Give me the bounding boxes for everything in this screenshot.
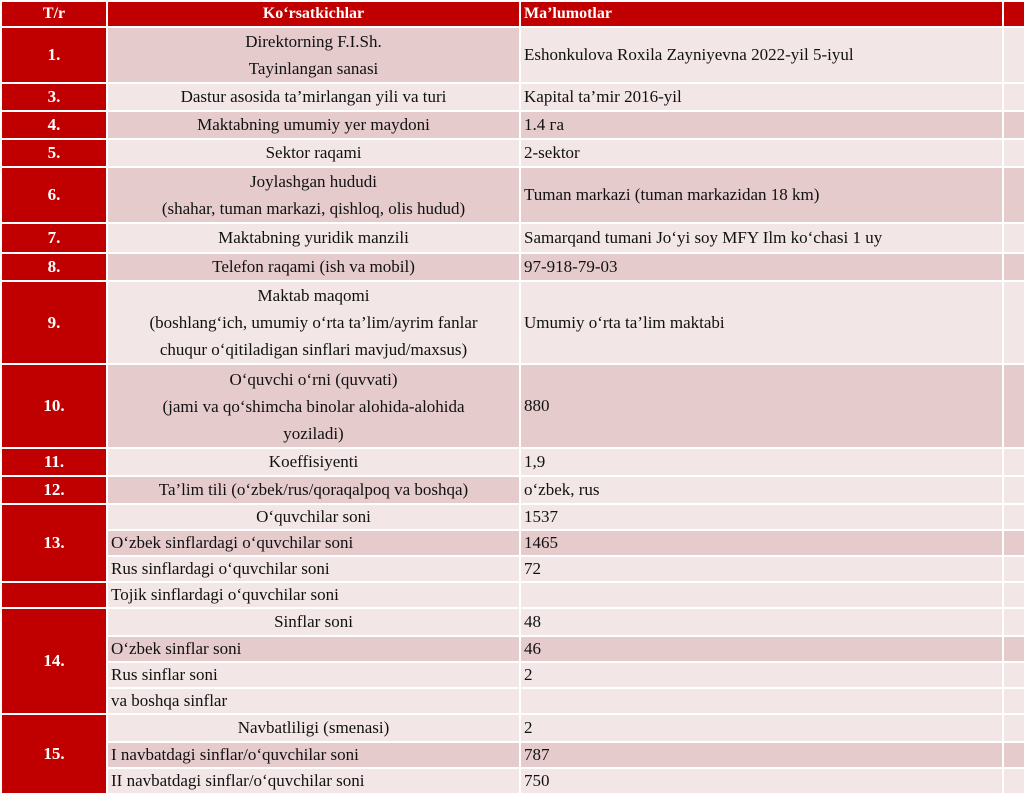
row-extra	[1003, 688, 1024, 714]
row-label: Maktab maqomi (boshlang‘ich, umumiy o‘rta ta’lim/ayrim fanlar chuqur o‘qitiladigan sinflari mavjud/maxsus)	[107, 281, 520, 364]
table-row	[1, 582, 1024, 608]
row-value: 48	[520, 608, 1003, 636]
row-label: II navbatdagi sinflar/o‘quvchilar soni	[107, 768, 520, 794]
header-col-indicators: Ko‘rsatkichlar	[107, 1, 520, 27]
row-label: Joylashgan hududi (shahar, tuman markazi, qishloq, olis hudud)	[107, 167, 520, 223]
header-col-data: Ma’lumotlar	[520, 1, 1003, 27]
row-extra	[1003, 167, 1024, 223]
row-extra	[1003, 582, 1024, 608]
row-extra	[1003, 476, 1024, 504]
row-value: Samarqand tumani Jo‘yi soy MFY Ilm ko‘chasi 1 uy	[520, 223, 1003, 253]
row-value: 2	[520, 714, 1003, 742]
row-value: Eshonkulova Roxila Zayniyevna 2022-yil 5-iyul	[520, 27, 1003, 83]
row-value: o‘zbek, rus	[520, 476, 1003, 504]
row-extra	[1003, 253, 1024, 281]
row-value: 787	[520, 742, 1003, 768]
row-label: Maktabning umumiy yer maydoni	[107, 111, 520, 139]
row-extra	[1003, 504, 1024, 530]
table-row	[1, 281, 1024, 364]
row-value: 1465	[520, 530, 1003, 556]
row-extra	[1003, 608, 1024, 636]
header-col-number: T/r	[1, 1, 107, 27]
row-label: Navbatliligi (smenasi)	[107, 714, 520, 742]
row-value	[520, 582, 1003, 608]
row-label: Sektor raqami	[107, 139, 520, 167]
row-extra	[1003, 139, 1024, 167]
row-number: 9.	[1, 281, 107, 364]
table-row	[1, 364, 1024, 448]
row-label: Maktabning yuridik manzili	[107, 223, 520, 253]
row-extra	[1003, 281, 1024, 364]
row-value: 46	[520, 636, 1003, 662]
row-label: O‘zbek sinflardagi o‘quvchilar soni	[107, 530, 520, 556]
row-label: Ta’lim tili (o‘zbek/rus/qoraqalpoq va boshqa)	[107, 476, 520, 504]
table-row	[1, 476, 1024, 504]
row-extra	[1003, 530, 1024, 556]
row-value: 2	[520, 662, 1003, 688]
row-value: 72	[520, 556, 1003, 582]
row-label: Rus sinflar soni	[107, 662, 520, 688]
row-value: 750	[520, 768, 1003, 794]
row-extra	[1003, 662, 1024, 688]
row-label: Dastur asosida ta’mirlangan yili va turi	[107, 83, 520, 111]
row-number: 5.	[1, 139, 107, 167]
row-extra	[1003, 111, 1024, 139]
row-number: 15.	[1, 714, 107, 794]
row-number: 11.	[1, 448, 107, 476]
header-col-extra	[1003, 1, 1024, 27]
row-number: 14.	[1, 608, 107, 714]
table-row	[1, 556, 1024, 582]
row-extra	[1003, 364, 1024, 448]
row-value: 1537	[520, 504, 1003, 530]
row-label: Direktorning F.I.Sh. Tayinlangan sanasi	[107, 27, 520, 83]
row-label: O‘quvchi o‘rni (quvvati) (jami va qo‘shimcha binolar alohida-alohida yoziladi)	[107, 364, 520, 448]
row-value: 880	[520, 364, 1003, 448]
row-extra	[1003, 636, 1024, 662]
table-row	[1, 253, 1024, 281]
row-number: 4.	[1, 111, 107, 139]
row-number: 8.	[1, 253, 107, 281]
row-label: Telefon raqami (ish va mobil)	[107, 253, 520, 281]
table-row	[1, 608, 1024, 636]
row-extra	[1003, 83, 1024, 111]
row-value	[520, 688, 1003, 714]
row-label: I navbatdagi sinflar/o‘quvchilar soni	[107, 742, 520, 768]
row-label: O‘quvchilar soni	[107, 504, 520, 530]
row-number: 13.	[1, 504, 107, 582]
table-row	[1, 504, 1024, 530]
row-number: 1.	[1, 27, 107, 83]
table-row	[1, 448, 1024, 476]
header-row	[1, 1, 1024, 27]
row-extra	[1003, 556, 1024, 582]
row-number: 10.	[1, 364, 107, 448]
row-label: O‘zbek sinflar soni	[107, 636, 520, 662]
row-extra	[1003, 27, 1024, 83]
table-row	[1, 139, 1024, 167]
row-extra	[1003, 768, 1024, 794]
row-value: 97-918-79-03	[520, 253, 1003, 281]
row-value: Umumiy o‘rta ta’lim maktabi	[520, 281, 1003, 364]
table-row	[1, 27, 1024, 83]
table-row	[1, 530, 1024, 556]
table-row	[1, 111, 1024, 139]
row-number: 3.	[1, 83, 107, 111]
table-row	[1, 714, 1024, 742]
row-number-empty	[1, 582, 107, 608]
table-row	[1, 768, 1024, 794]
row-value: 1.4 га	[520, 111, 1003, 139]
row-label: Koeffisiyenti	[107, 448, 520, 476]
row-value: 1,9	[520, 448, 1003, 476]
row-number: 12.	[1, 476, 107, 504]
table-row	[1, 636, 1024, 662]
row-value: 2-sektor	[520, 139, 1003, 167]
table-row	[1, 688, 1024, 714]
row-extra	[1003, 223, 1024, 253]
row-value: Kapital ta’mir 2016-yil	[520, 83, 1003, 111]
table-row	[1, 742, 1024, 768]
row-extra	[1003, 742, 1024, 768]
row-extra	[1003, 714, 1024, 742]
row-number: 6.	[1, 167, 107, 223]
table-row	[1, 223, 1024, 253]
row-label: Rus sinflardagi o‘quvchilar soni	[107, 556, 520, 582]
table-row	[1, 83, 1024, 111]
row-value: Tuman markazi (tuman markazidan 18 km)	[520, 167, 1003, 223]
row-number: 7.	[1, 223, 107, 253]
row-extra	[1003, 448, 1024, 476]
row-label: Sinflar soni	[107, 608, 520, 636]
table-row	[1, 662, 1024, 688]
table-row	[1, 167, 1024, 223]
row-label: va boshqa sinflar	[107, 688, 520, 714]
row-label: Tojik sinflardagi o‘quvchilar soni	[107, 582, 520, 608]
